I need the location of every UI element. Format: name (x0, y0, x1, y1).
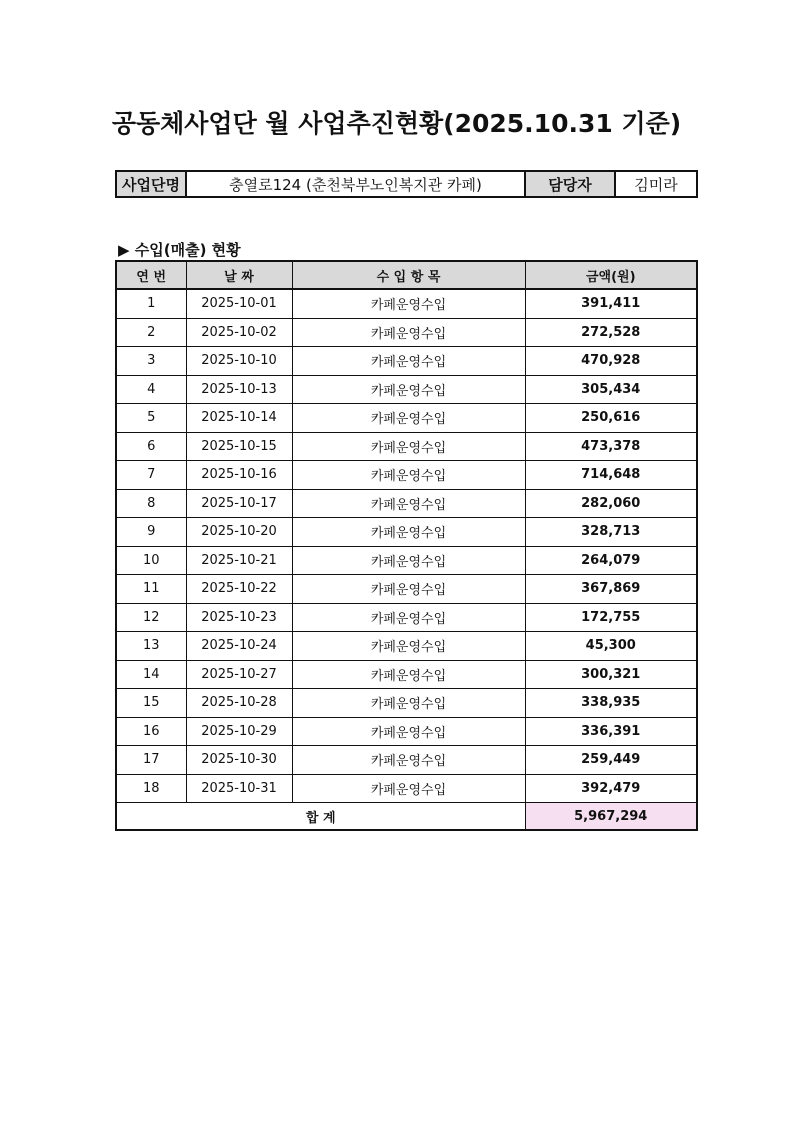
row-no: 2 (116, 318, 186, 347)
row-amount: 392,479 (525, 774, 697, 803)
row-date: 2025-10-10 (186, 347, 292, 376)
row-date: 2025-10-15 (186, 432, 292, 461)
row-date: 2025-10-16 (186, 461, 292, 490)
row-item: 카페운영수입 (292, 632, 525, 661)
row-item: 카페운영수입 (292, 404, 525, 433)
table-row (116, 404, 697, 433)
table-row (116, 546, 697, 575)
table-row (116, 746, 697, 775)
row-amount: 338,935 (525, 689, 697, 718)
row-amount: 470,928 (525, 347, 697, 376)
row-date: 2025-10-24 (186, 632, 292, 661)
row-no: 12 (116, 603, 186, 632)
row-date: 2025-10-22 (186, 575, 292, 604)
row-no: 8 (116, 489, 186, 518)
table-row (116, 518, 697, 547)
manager-label: 담당자 (525, 171, 615, 197)
header-no: 연 번 (116, 261, 186, 289)
row-amount: 473,378 (525, 432, 697, 461)
row-date: 2025-10-29 (186, 717, 292, 746)
header-item: 수 입 항 목 (292, 261, 525, 289)
business-name-label: 사업단명 (116, 171, 186, 197)
row-item: 카페운영수입 (292, 717, 525, 746)
row-no: 4 (116, 375, 186, 404)
row-item: 카페운영수입 (292, 432, 525, 461)
row-no: 1 (116, 289, 186, 318)
table-row (116, 347, 697, 376)
row-item: 카페운영수입 (292, 289, 525, 318)
row-amount: 328,713 (525, 518, 697, 547)
row-amount: 259,449 (525, 746, 697, 775)
row-date: 2025-10-23 (186, 603, 292, 632)
row-amount: 250,616 (525, 404, 697, 433)
business-info-row (116, 171, 697, 197)
row-item: 카페운영수입 (292, 518, 525, 547)
business-info-table (115, 170, 698, 198)
row-date: 2025-10-01 (186, 289, 292, 318)
section-title: ▶ 수입(매출) 현황 (118, 241, 241, 259)
row-no: 6 (116, 432, 186, 461)
total-amount: 5,967,294 (525, 803, 697, 831)
row-item: 카페운영수입 (292, 603, 525, 632)
row-amount: 391,411 (525, 289, 697, 318)
row-amount: 264,079 (525, 546, 697, 575)
header-date: 날 짜 (186, 261, 292, 289)
row-amount: 300,321 (525, 660, 697, 689)
row-no: 13 (116, 632, 186, 661)
row-date: 2025-10-27 (186, 660, 292, 689)
row-no: 18 (116, 774, 186, 803)
row-amount: 367,869 (525, 575, 697, 604)
manager-name-value: 김미라 (615, 171, 697, 197)
business-name-value: 충열로124 (춘천북부노인복지관 카페) (186, 171, 525, 197)
document-title: 공동체사업단 월 사업추진현황(2025.10.31 기준) (111, 109, 682, 138)
total-label: 합 계 (116, 803, 525, 831)
row-no: 3 (116, 347, 186, 376)
row-date: 2025-10-14 (186, 404, 292, 433)
total-row (116, 803, 697, 831)
row-no: 10 (116, 546, 186, 575)
row-amount: 272,528 (525, 318, 697, 347)
row-amount: 714,648 (525, 461, 697, 490)
row-item: 카페운영수입 (292, 660, 525, 689)
row-item: 카페운영수입 (292, 546, 525, 575)
row-date: 2025-10-28 (186, 689, 292, 718)
row-item: 카페운영수입 (292, 774, 525, 803)
row-date: 2025-10-13 (186, 375, 292, 404)
row-item: 카페운영수입 (292, 689, 525, 718)
header-amount: 금액(원) (525, 261, 697, 289)
row-amount: 172,755 (525, 603, 697, 632)
row-date: 2025-10-20 (186, 518, 292, 547)
row-date: 2025-10-31 (186, 774, 292, 803)
table-row (116, 489, 697, 518)
row-no: 9 (116, 518, 186, 547)
row-item: 카페운영수입 (292, 575, 525, 604)
row-amount: 305,434 (525, 375, 697, 404)
table-row (116, 289, 697, 318)
revenue-table (115, 260, 698, 831)
row-item: 카페운영수입 (292, 746, 525, 775)
table-row (116, 603, 697, 632)
row-item: 카페운영수입 (292, 489, 525, 518)
row-item: 카페운영수입 (292, 461, 525, 490)
row-amount: 282,060 (525, 489, 697, 518)
table-row (116, 632, 697, 661)
row-item: 카페운영수입 (292, 375, 525, 404)
row-item: 카페운영수입 (292, 318, 525, 347)
table-row (116, 774, 697, 803)
row-no: 7 (116, 461, 186, 490)
row-no: 17 (116, 746, 186, 775)
row-amount: 336,391 (525, 717, 697, 746)
row-item: 카페운영수입 (292, 347, 525, 376)
row-date: 2025-10-30 (186, 746, 292, 775)
table-row (116, 575, 697, 604)
row-no: 11 (116, 575, 186, 604)
table-row (116, 318, 697, 347)
row-no: 14 (116, 660, 186, 689)
row-date: 2025-10-17 (186, 489, 292, 518)
table-row (116, 432, 697, 461)
row-no: 5 (116, 404, 186, 433)
table-header-row (116, 261, 697, 289)
row-date: 2025-10-02 (186, 318, 292, 347)
table-row (116, 461, 697, 490)
table-row (116, 717, 697, 746)
row-no: 16 (116, 717, 186, 746)
table-row (116, 375, 697, 404)
table-row (116, 660, 697, 689)
row-date: 2025-10-21 (186, 546, 292, 575)
table-row (116, 689, 697, 718)
row-no: 15 (116, 689, 186, 718)
row-amount: 45,300 (525, 632, 697, 661)
